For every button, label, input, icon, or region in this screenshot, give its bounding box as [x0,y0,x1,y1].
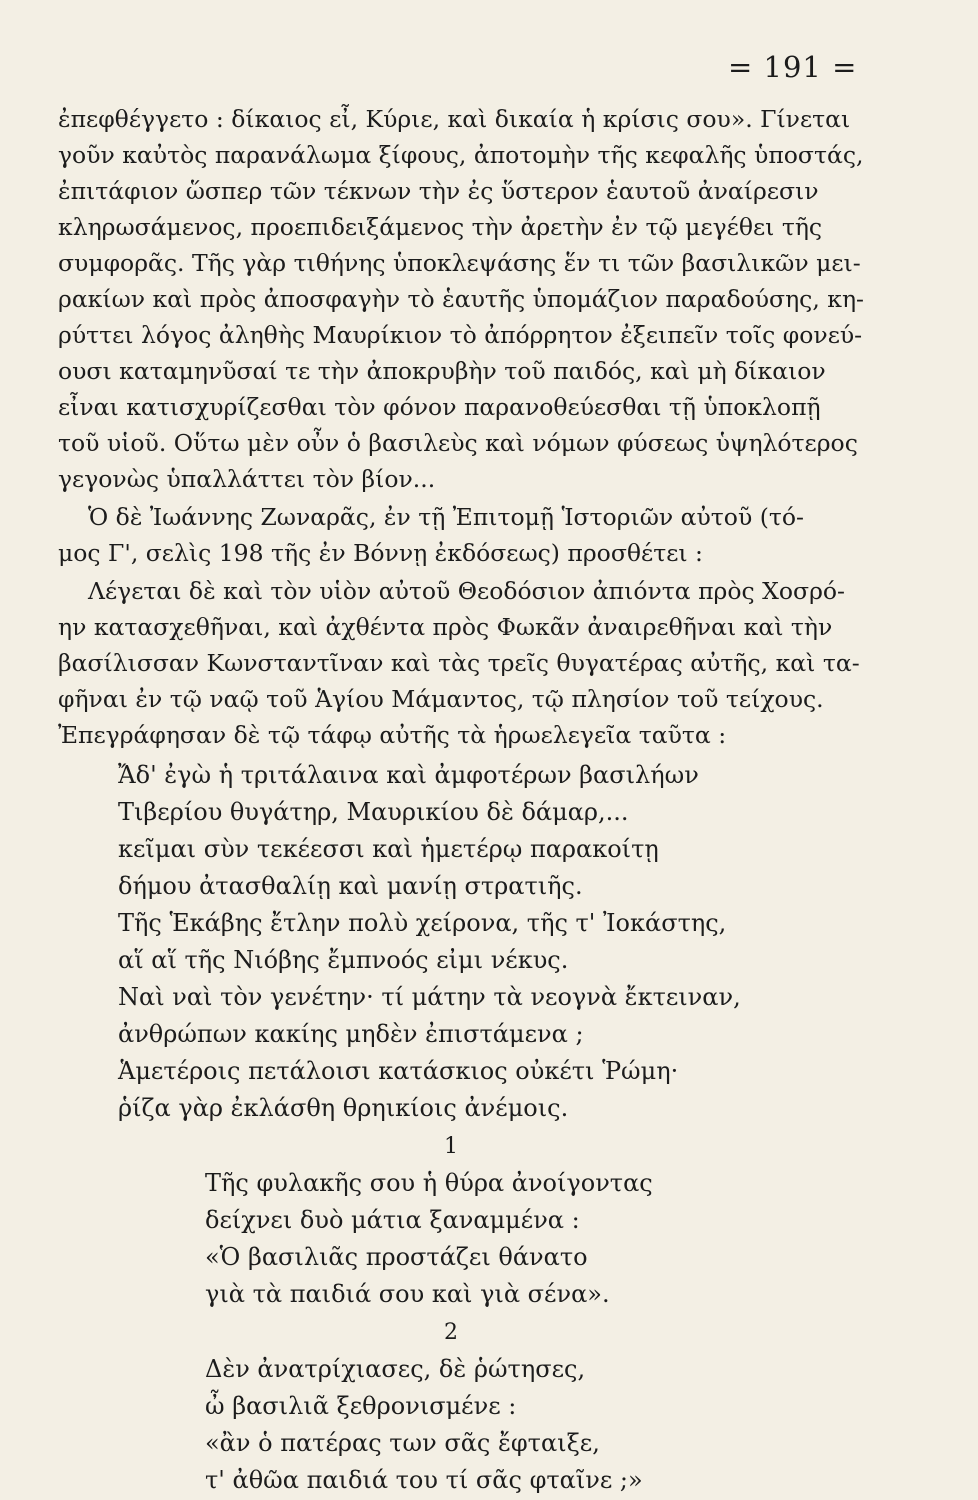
stanza-line: Δὲν ἀνατρίχιασες, δὲ ῥώτησες, [205,1355,586,1383]
epigram-line: αἵ αἵ τῆς Νιόβης ἔμπνοός εἰμι νέκυς. [118,946,569,974]
stanza-line: γιὰ τὰ παιδιά σου καὶ γιὰ σένα». [205,1280,610,1308]
prose-line: γεγονὼς ὑπαλλάττει τὸν βίον... [58,465,436,493]
prose-line: ἐπεφθέγγετο : δίκαιος εἶ, Κύριε, καὶ δικαία ἡ κρίσις σου». Γίνεται [58,105,851,133]
stanza-line: τ' ἀθῶα παιδιά του τί σᾶς φταῖνε ;» [205,1466,643,1494]
stanza-number: 1 [444,1134,458,1159]
prose-line: ουσι καταμηνῦσαί τε τὴν ἀποκρυβὴν τοῦ παιδός, καὶ μὴ δίκαιον [58,357,826,385]
prose-line: ἐπιτάφιον ὥσπερ τῶν τέκνων τὴν ἐς ὕστερον ἑαυτοῦ ἀναίρεσιν [58,177,819,205]
page-number: = 191 = [728,50,858,84]
epigram-line: Ἁμετέροις πετάλοισι κατάσκιος οὐκέτι Ῥώμη· [118,1057,679,1085]
prose-line: συμφορᾶς. Τῆς γὰρ τιθήνης ὑποκλεψάσης ἕν τι τῶν βασιλικῶν μει- [58,249,861,277]
prose-line: τοῦ υἱοῦ. Οὕτω μὲν οὖν ὁ βασιλεὺς καὶ νόμων φύσεως ὑψηλότερος [58,429,858,457]
prose-line: ην κατασχεθῆναι, καὶ ἀχθέντα πρὸς Φωκᾶν ἀναιρεθῆναι καὶ τὴν [58,613,833,641]
stanza-line: «Ὁ βασιλιᾶς προστάζει θάνατο [205,1243,588,1271]
stanza-line: δείχνει δυὸ μάτια ξαναμμένα : [205,1206,580,1234]
epigram-line: ῥίζα γὰρ ἐκλάσθη θρηικίοις ἀνέμοις. [118,1094,569,1122]
epigram-line: Τιβερίου θυγάτηρ, Μαυρικίου δὲ δάμαρ,... [118,798,629,826]
epigram-line: Ἄδ' ἐγὼ ἡ τριτάλαινα καὶ ἀμφοτέρων βασιλήων [118,761,699,789]
stanza-number: 2 [444,1320,458,1345]
stanza-line: Τῆς φυλακῆς σου ἡ θύρα ἀνοίγοντας [205,1169,653,1197]
stanza-line: «ἂν ὁ πατέρας των σᾶς ἔφταιξε, [205,1429,600,1457]
prose-line: μος Γ', σελὶς 198 τῆς ἐν Βόννῃ ἐκδόσεως) προσθέτει : [58,539,703,567]
prose-line: φῆναι ἐν τῷ ναῷ τοῦ Ἁγίου Μάμαντος, τῷ πλησίον τοῦ τείχους. [58,685,824,713]
prose-line: Ὁ δὲ Ἰωάννης Ζωναρᾶς, ἐν τῇ Ἐπιτομῇ Ἱστοριῶν αὐτοῦ (τό- [88,503,804,531]
epigram-line: ἀνθρώπων κακίης μηδὲν ἐπιστάμενα ; [118,1020,584,1048]
prose-line: κληρωσάμενος, προεπιδειξάμενος τὴν ἀρετὴν ἐν τῷ μεγέθει τῆς [58,213,823,241]
prose-line: ρακίων καὶ πρὸς ἀποσφαγὴν τὸ ἑαυτῆς ὑπομάζιον παραδούσης, κη- [58,285,864,313]
prose-line: εἶναι κατισχυρίζεσθαι τὸν φόνον παρανοθεύεσθαι τῇ ὑποκλοπῇ [58,393,821,421]
prose-line: Ἐπεγράφησαν δὲ τῷ τάφῳ αὐτῆς τὰ ἡρωελεγεῖα ταῦτα : [58,721,727,749]
stanza-line: ὦ βασιλιᾶ ξεθρονισμένε : [205,1392,517,1420]
epigram-line: κεῖμαι σὺν τεκέεσσι καὶ ἡμετέρῳ παρακοίτῃ [118,835,659,863]
prose-line: βασίλισσαν Κωνσταντῖναν καὶ τὰς τρεῖς θυγατέρας αὐτῆς, καὶ τα- [58,649,860,677]
prose-line: Λέγεται δὲ καὶ τὸν υἱὸν αὐτοῦ Θεοδόσιον ἀπιόντα πρὸς Χοσρό- [88,577,845,605]
prose-line: γοῦν καὐτὸς παρανάλωμα ξίφους, ἀποτομὴν τῆς κεφαλῆς ὑποστάς, [58,141,864,169]
epigram-line: Τῆς Ἑκάβης ἔτλην πολὺ χείρονα, τῆς τ' Ἰοκάστης, [118,909,727,937]
epigram-line: Ναὶ ναὶ τὸν γενέτην· τί μάτην τὰ νεογνὰ ἔκτειναν, [118,983,741,1011]
epigram-line: δήμου ἀτασθαλίῃ καὶ μανίῃ στρατιῆς. [118,872,583,900]
prose-line: ρύττει λόγος ἀληθὴς Μαυρίκιον τὸ ἀπόρρητον ἐξειπεῖν τοῖς φονεύ- [58,321,863,349]
